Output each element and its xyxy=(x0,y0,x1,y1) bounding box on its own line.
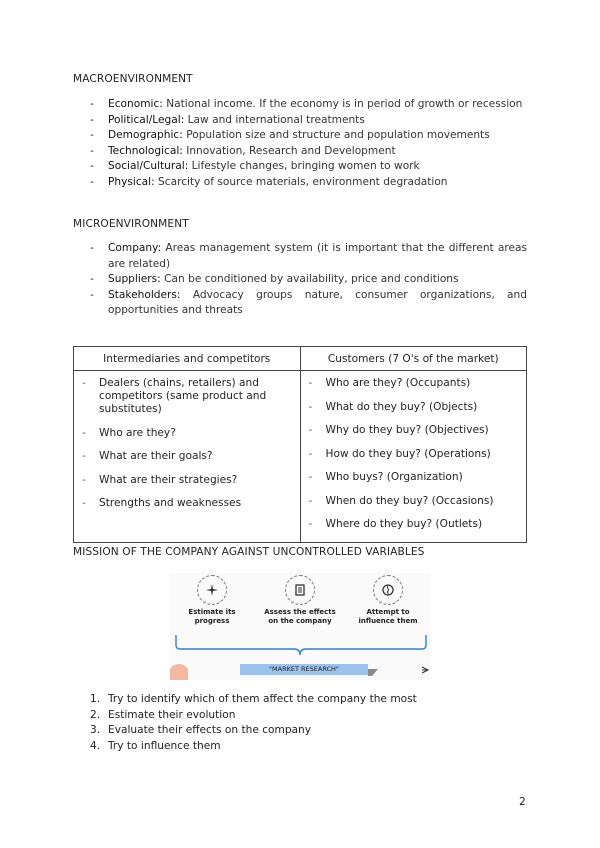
list-item: - Strengths and weaknesses xyxy=(82,497,292,510)
customers-cell xyxy=(300,371,527,543)
list-item: - Physical: Scarcity of source materials, environment degradation xyxy=(90,175,527,191)
customers-header: Customers (7 O's of the market) xyxy=(300,347,527,371)
list-item: - What are their goals? xyxy=(82,450,292,463)
list-item: - Who are they? xyxy=(82,427,292,440)
list-item: - How do they buy? (Operations) xyxy=(309,448,519,461)
page-number: 2 xyxy=(519,796,526,808)
list-item: - Dealers (chains, retailers) and competitors (same product and substitutes) xyxy=(82,377,292,416)
list-item: - What do they buy? (Objects) xyxy=(309,401,519,414)
list-item: - What are their strategies? xyxy=(82,474,292,487)
list-item: - Where do they buy? (Outlets) xyxy=(309,518,519,531)
macroenvironment-heading: MACROENVIRONMENT xyxy=(73,73,193,85)
figure-step-label: Attempt to influence them xyxy=(358,608,418,625)
market-actors-table xyxy=(73,346,527,543)
list-item: - Economic: National income. If the economy is in period of growth or recession xyxy=(90,97,527,113)
list-item: - Who are they? (Occupants) xyxy=(309,377,519,390)
list-item: - Political/Legal: Law and international treatments xyxy=(90,113,527,129)
market-research-figure xyxy=(170,573,430,680)
list-item: 2. Estimate their evolution xyxy=(90,708,236,721)
list-item: - When do they buy? (Occasions) xyxy=(309,495,519,508)
figure-step-label: Estimate its progress xyxy=(188,608,236,625)
market-research-bar: "MARKET RESEARCH" xyxy=(240,664,368,675)
microenvironment-heading: MICROENVIRONMENT xyxy=(73,218,189,230)
list-item: - Social/Cultural: Lifestyle changes, bringing women to work xyxy=(90,159,527,175)
list-item: 1. Try to identify which of them affect the company the most xyxy=(90,693,417,705)
intermediaries-list xyxy=(74,371,300,510)
customers-list xyxy=(301,371,527,531)
list-item: - Suppliers: Can be conditioned by availability, price and conditions xyxy=(90,272,527,288)
mission-steps-list xyxy=(90,692,417,754)
list-item: 4. Try to influence them xyxy=(90,739,221,752)
intermediaries-header: Intermediaries and competitors xyxy=(74,347,301,371)
list-item: - Who buys? (Organization) xyxy=(309,471,519,484)
intermediaries-cell xyxy=(74,371,301,543)
list-item: - Technological: Innovation, Research and Development xyxy=(90,144,527,160)
list-item: - Company: Areas management system (it is important that the different areas are related) xyxy=(90,241,527,272)
macro-list xyxy=(90,97,527,191)
figure-step-label: Assess the effects on the company xyxy=(264,608,336,625)
micro-list xyxy=(90,241,527,319)
list-item: - Why do they buy? (Objectives) xyxy=(309,424,519,437)
list-item: - Stakeholders: Advocacy groups nature, consumer organizations, and opportunities and threats xyxy=(90,288,527,319)
mission-heading: MISSION OF THE COMPANY AGAINST UNCONTROLLED VARIABLES xyxy=(73,546,425,558)
list-item: 3. Evaluate their effects on the company xyxy=(90,724,312,736)
list-item: - Demographic: Population size and structure and population movements xyxy=(90,128,527,144)
